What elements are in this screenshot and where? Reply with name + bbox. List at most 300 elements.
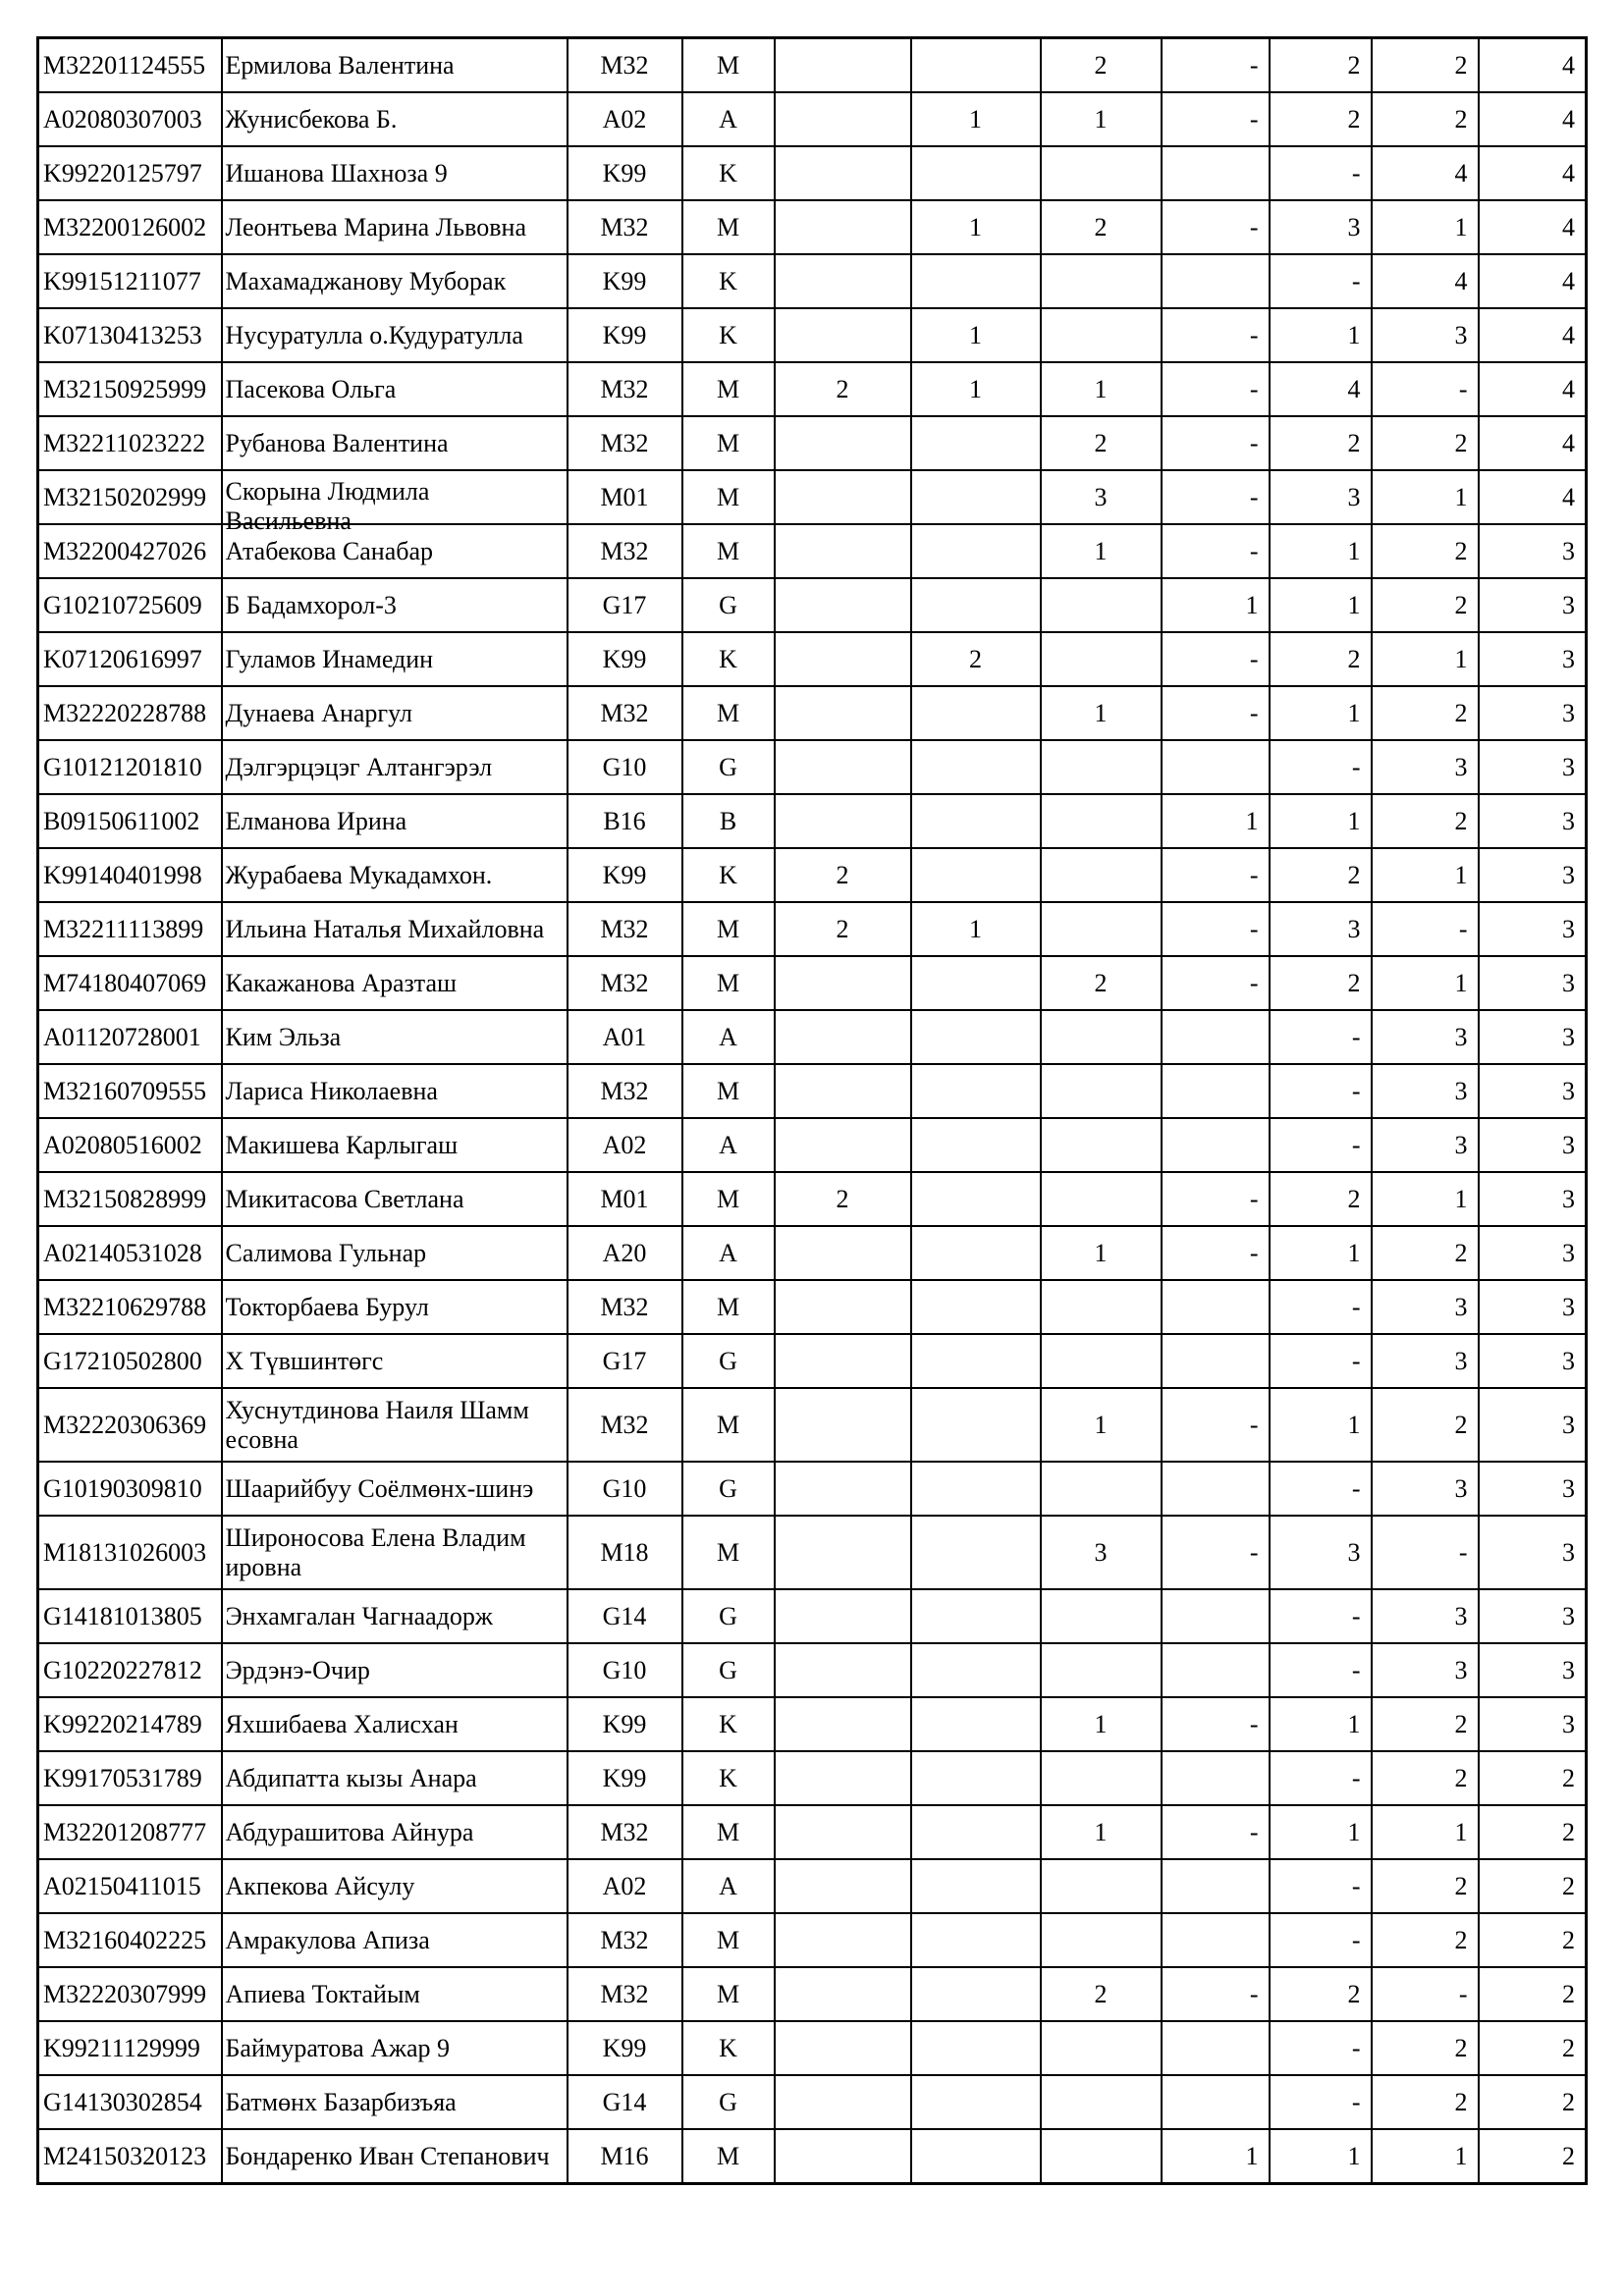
table-row: [38, 362, 1587, 416]
score-col-6-cell: 2: [1372, 794, 1479, 848]
score-col-6-cell: 1: [1372, 956, 1479, 1010]
score-col-3-cell: [1041, 632, 1162, 686]
participant-name-text: Токторбаева Бурул: [225, 1292, 429, 1321]
participant-name-text: Салимова Гульнар: [225, 1238, 427, 1267]
total-score-cell: 3: [1479, 1280, 1587, 1334]
participant-code-cell: K99140401998: [38, 848, 222, 902]
score-col-4-cell: -: [1162, 1967, 1270, 2021]
participant-name-text: Дунаева Анаргул: [225, 698, 412, 727]
score-col-3-cell: 1: [1041, 1226, 1162, 1280]
score-col-2-cell: [911, 578, 1041, 632]
total-score-cell: 3: [1479, 1118, 1587, 1172]
participant-name-cell: [222, 254, 568, 308]
participant-name-text: Макишева Карлыгаш: [225, 1130, 459, 1159]
participant-name-text: Апиева Токтайым: [225, 1979, 420, 2008]
score-col-1-cell: [775, 1913, 911, 1967]
participant-name-cell: [222, 1805, 568, 1859]
table-row: [38, 1172, 1587, 1226]
group-letter-cell: K: [682, 848, 775, 902]
score-col-6-cell: 2: [1372, 1697, 1479, 1751]
score-col-3-cell: [1041, 578, 1162, 632]
group-letter-cell: A: [682, 1118, 775, 1172]
score-col-4-cell: -: [1162, 686, 1270, 740]
score-col-3-cell: [1041, 254, 1162, 308]
score-col-4-cell: [1162, 1589, 1270, 1643]
score-col-4-cell: [1162, 1462, 1270, 1516]
group-code-cell: G14: [568, 2075, 682, 2129]
group-letter-cell: M: [682, 1516, 775, 1589]
score-col-5-cell: -: [1270, 254, 1372, 308]
score-col-4-cell: -: [1162, 1172, 1270, 1226]
group-code-cell: M32: [568, 686, 682, 740]
group-code-cell: M32: [568, 1388, 682, 1462]
group-code-cell: K99: [568, 2021, 682, 2075]
score-col-3-cell: [1041, 1751, 1162, 1805]
participant-code-cell: M32200427026: [38, 524, 222, 578]
table-row: [38, 1913, 1587, 1967]
score-col-3-cell: 1: [1041, 686, 1162, 740]
participant-code-cell: M32201208777: [38, 1805, 222, 1859]
score-col-2-cell: 1: [911, 362, 1041, 416]
score-col-1-cell: [775, 200, 911, 254]
score-col-2-cell: [911, 254, 1041, 308]
score-col-1-cell: [775, 38, 911, 93]
score-col-6-cell: 4: [1372, 146, 1479, 200]
participant-code-cell: G17210502800: [38, 1334, 222, 1388]
score-col-4-cell: [1162, 1751, 1270, 1805]
table-row: [38, 1805, 1587, 1859]
total-score-cell: 4: [1479, 308, 1587, 362]
group-code-cell: M16: [568, 2129, 682, 2184]
table-row: [38, 1589, 1587, 1643]
group-letter-cell: M: [682, 1064, 775, 1118]
score-col-5-cell: 1: [1270, 1805, 1372, 1859]
score-col-6-cell: 2: [1372, 1859, 1479, 1913]
score-col-5-cell: 2: [1270, 1172, 1372, 1226]
score-col-5-cell: 1: [1270, 1226, 1372, 1280]
score-col-1-cell: [775, 956, 911, 1010]
score-col-2-cell: [911, 1010, 1041, 1064]
score-col-4-cell: [1162, 2075, 1270, 2129]
table-row: [38, 1462, 1587, 1516]
table-row: [38, 1697, 1587, 1751]
participant-name-text: Скорына Людмила Васильевна: [225, 476, 430, 535]
participant-code-cell: M32150202999: [38, 470, 222, 524]
table-row: [38, 1859, 1587, 1913]
results-table: [36, 36, 1588, 2185]
score-col-5-cell: 2: [1270, 1967, 1372, 2021]
group-letter-cell: K: [682, 632, 775, 686]
group-letter-cell: K: [682, 1751, 775, 1805]
group-code-cell: K99: [568, 848, 682, 902]
score-col-5-cell: -: [1270, 2021, 1372, 2075]
group-code-cell: A01: [568, 1010, 682, 1064]
group-letter-cell: M: [682, 686, 775, 740]
participant-name-cell: [222, 1280, 568, 1334]
score-col-3-cell: 2: [1041, 200, 1162, 254]
participant-name-text: Микитасова Светлана: [225, 1184, 464, 1213]
group-letter-cell: G: [682, 2075, 775, 2129]
score-col-2-cell: [911, 1805, 1041, 1859]
score-col-5-cell: 2: [1270, 848, 1372, 902]
score-col-5-cell: 3: [1270, 902, 1372, 956]
score-col-6-cell: 1: [1372, 200, 1479, 254]
score-col-3-cell: [1041, 1462, 1162, 1516]
score-col-2-cell: [911, 1643, 1041, 1697]
score-col-1-cell: [775, 1589, 911, 1643]
participant-name-cell: [222, 1697, 568, 1751]
participant-name-text: Рубанова Валентина: [225, 428, 449, 457]
table-row: [38, 1643, 1587, 1697]
participant-name-cell: [222, 1334, 568, 1388]
participant-name-cell: [222, 1388, 568, 1462]
participant-name-text: Ким Эльза: [225, 1022, 342, 1051]
participant-code-cell: A02080516002: [38, 1118, 222, 1172]
score-col-2-cell: 1: [911, 902, 1041, 956]
score-col-4-cell: [1162, 740, 1270, 794]
score-col-1-cell: 2: [775, 848, 911, 902]
score-col-4-cell: [1162, 1643, 1270, 1697]
score-col-2-cell: [911, 1516, 1041, 1589]
participant-code-cell: K99220125797: [38, 146, 222, 200]
total-score-cell: 2: [1479, 1751, 1587, 1805]
group-code-cell: M32: [568, 1064, 682, 1118]
participant-name-cell: [222, 92, 568, 146]
group-code-cell: M32: [568, 956, 682, 1010]
group-code-cell: K99: [568, 146, 682, 200]
group-letter-cell: M: [682, 956, 775, 1010]
total-score-cell: 4: [1479, 470, 1587, 524]
participant-code-cell: A01120728001: [38, 1010, 222, 1064]
score-col-5-cell: -: [1270, 1589, 1372, 1643]
group-code-cell: A02: [568, 92, 682, 146]
score-col-2-cell: [911, 416, 1041, 470]
table-row: [38, 1226, 1587, 1280]
score-col-1-cell: [775, 1280, 911, 1334]
score-col-5-cell: -: [1270, 1462, 1372, 1516]
score-col-5-cell: 1: [1270, 308, 1372, 362]
group-code-cell: M01: [568, 470, 682, 524]
score-col-4-cell: [1162, 146, 1270, 200]
participant-code-cell: A02080307003: [38, 92, 222, 146]
score-col-1-cell: [775, 1118, 911, 1172]
score-col-3-cell: 1: [1041, 524, 1162, 578]
total-score-cell: 3: [1479, 848, 1587, 902]
score-col-3-cell: 2: [1041, 956, 1162, 1010]
score-col-5-cell: 1: [1270, 524, 1372, 578]
participant-code-cell: M32211113899: [38, 902, 222, 956]
table-row: [38, 308, 1587, 362]
score-col-4-cell: 1: [1162, 2129, 1270, 2184]
score-col-4-cell: -: [1162, 1805, 1270, 1859]
score-col-2-cell: [911, 956, 1041, 1010]
participant-name-cell: [222, 1913, 568, 1967]
group-letter-cell: M: [682, 470, 775, 524]
score-col-5-cell: -: [1270, 1280, 1372, 1334]
participant-code-cell: M32211023222: [38, 416, 222, 470]
group-code-cell: K99: [568, 1751, 682, 1805]
score-col-2-cell: [911, 2129, 1041, 2184]
score-col-1-cell: [775, 2129, 911, 2184]
group-letter-cell: A: [682, 1859, 775, 1913]
participant-name-text: Махамаджанову Муборак: [225, 266, 507, 295]
table-row: [38, 1516, 1587, 1589]
group-code-cell: M32: [568, 416, 682, 470]
participant-code-cell: G10121201810: [38, 740, 222, 794]
score-col-1-cell: [775, 416, 911, 470]
score-col-3-cell: [1041, 308, 1162, 362]
score-col-4-cell: [1162, 1334, 1270, 1388]
table-row: [38, 848, 1587, 902]
score-col-5-cell: -: [1270, 1859, 1372, 1913]
score-col-2-cell: [911, 524, 1041, 578]
score-col-4-cell: [1162, 254, 1270, 308]
participant-code-cell: B09150611002: [38, 794, 222, 848]
group-code-cell: G14: [568, 1589, 682, 1643]
score-col-3-cell: 2: [1041, 1967, 1162, 2021]
participant-code-cell: M32210629788: [38, 1280, 222, 1334]
results-table-body: [38, 38, 1587, 2184]
group-code-cell: M32: [568, 200, 682, 254]
score-col-1-cell: [775, 1859, 911, 1913]
total-score-cell: 3: [1479, 1172, 1587, 1226]
score-col-3-cell: [1041, 1643, 1162, 1697]
score-col-5-cell: -: [1270, 1010, 1372, 1064]
score-col-6-cell: -: [1372, 1516, 1479, 1589]
group-code-cell: K99: [568, 308, 682, 362]
participant-name-cell: [222, 416, 568, 470]
score-col-4-cell: [1162, 1859, 1270, 1913]
score-col-1-cell: [775, 1388, 911, 1462]
participant-code-cell: K99220214789: [38, 1697, 222, 1751]
participant-code-cell: M32220307999: [38, 1967, 222, 2021]
score-col-6-cell: 2: [1372, 1226, 1479, 1280]
group-letter-cell: K: [682, 308, 775, 362]
group-letter-cell: M: [682, 1280, 775, 1334]
participant-code-cell: A02140531028: [38, 1226, 222, 1280]
table-row: [38, 740, 1587, 794]
score-col-5-cell: 3: [1270, 470, 1372, 524]
total-score-cell: 3: [1479, 524, 1587, 578]
participant-name-cell: [222, 1064, 568, 1118]
score-col-1-cell: [775, 794, 911, 848]
participant-code-cell: M32160402225: [38, 1913, 222, 1967]
score-col-1-cell: [775, 254, 911, 308]
score-col-2-cell: [911, 1913, 1041, 1967]
group-code-cell: M32: [568, 1280, 682, 1334]
score-col-3-cell: [1041, 1589, 1162, 1643]
score-col-3-cell: 1: [1041, 92, 1162, 146]
score-col-3-cell: [1041, 740, 1162, 794]
participant-name-text: Ишанова Шахноза 9: [225, 158, 448, 187]
participant-name-cell: [222, 848, 568, 902]
total-score-cell: 4: [1479, 92, 1587, 146]
group-letter-cell: G: [682, 1589, 775, 1643]
participant-code-cell: M32220228788: [38, 686, 222, 740]
score-col-3-cell: [1041, 2075, 1162, 2129]
score-col-4-cell: [1162, 1280, 1270, 1334]
score-col-4-cell: [1162, 1118, 1270, 1172]
participant-code-cell: K07120616997: [38, 632, 222, 686]
table-row: [38, 1118, 1587, 1172]
score-col-1-cell: [775, 1064, 911, 1118]
score-col-6-cell: 2: [1372, 1388, 1479, 1462]
group-letter-cell: M: [682, 1967, 775, 2021]
group-code-cell: M18: [568, 1516, 682, 1589]
score-col-2-cell: [911, 2021, 1041, 2075]
participant-code-cell: A02150411015: [38, 1859, 222, 1913]
score-col-3-cell: 1: [1041, 1388, 1162, 1462]
group-letter-cell: M: [682, 362, 775, 416]
score-col-6-cell: 2: [1372, 416, 1479, 470]
participant-code-cell: M32150925999: [38, 362, 222, 416]
score-col-6-cell: 1: [1372, 848, 1479, 902]
participant-name-text: Бондаренко Иван Степанович: [225, 2141, 550, 2170]
score-col-3-cell: [1041, 2129, 1162, 2184]
total-score-cell: 4: [1479, 254, 1587, 308]
score-col-1-cell: 2: [775, 902, 911, 956]
score-col-3-cell: 3: [1041, 1516, 1162, 1589]
participant-code-cell: G10210725609: [38, 578, 222, 632]
participant-name-cell: [222, 1859, 568, 1913]
score-col-4-cell: -: [1162, 848, 1270, 902]
score-col-4-cell: -: [1162, 902, 1270, 956]
participant-name-cell: [222, 1010, 568, 1064]
participant-name-cell: [222, 1462, 568, 1516]
table-row: [38, 2129, 1587, 2184]
participant-name-cell: [222, 1118, 568, 1172]
table-row: [38, 38, 1587, 93]
participant-code-cell: M32160709555: [38, 1064, 222, 1118]
participant-name-text: Б Бадамхорол-3: [225, 590, 397, 619]
table-row: [38, 686, 1587, 740]
group-letter-cell: G: [682, 1643, 775, 1697]
score-col-4-cell: 1: [1162, 794, 1270, 848]
score-col-5-cell: -: [1270, 740, 1372, 794]
table-row: [38, 2075, 1587, 2129]
score-col-2-cell: [911, 686, 1041, 740]
score-col-5-cell: -: [1270, 1064, 1372, 1118]
score-col-4-cell: -: [1162, 362, 1270, 416]
score-col-3-cell: [1041, 1064, 1162, 1118]
group-letter-cell: K: [682, 1697, 775, 1751]
score-col-2-cell: [911, 1462, 1041, 1516]
score-col-2-cell: [911, 848, 1041, 902]
group-letter-cell: G: [682, 1334, 775, 1388]
table-row: [38, 1064, 1587, 1118]
participant-name-text: Хуснутдинова Наиля Шамм есовна: [225, 1395, 529, 1454]
score-col-6-cell: 3: [1372, 1462, 1479, 1516]
table-row: [38, 92, 1587, 146]
score-col-2-cell: [911, 1118, 1041, 1172]
table-row: [38, 902, 1587, 956]
score-col-2-cell: [911, 1751, 1041, 1805]
group-code-cell: M32: [568, 1805, 682, 1859]
score-col-6-cell: 1: [1372, 470, 1479, 524]
total-score-cell: 3: [1479, 902, 1587, 956]
group-letter-cell: G: [682, 578, 775, 632]
score-col-1-cell: [775, 1010, 911, 1064]
group-code-cell: G17: [568, 578, 682, 632]
group-letter-cell: M: [682, 1913, 775, 1967]
participant-name-text: Абдурашитова Айнура: [225, 1817, 474, 1846]
score-col-3-cell: [1041, 1172, 1162, 1226]
participant-name-text: Акпекова Айсулу: [225, 1871, 415, 1900]
score-col-5-cell: -: [1270, 146, 1372, 200]
score-col-6-cell: 1: [1372, 1172, 1479, 1226]
score-col-6-cell: 3: [1372, 1010, 1479, 1064]
participant-name-cell: [222, 794, 568, 848]
group-code-cell: K99: [568, 632, 682, 686]
score-col-3-cell: [1041, 2021, 1162, 2075]
score-col-3-cell: [1041, 1913, 1162, 1967]
group-letter-cell: A: [682, 92, 775, 146]
total-score-cell: 3: [1479, 1589, 1587, 1643]
score-col-6-cell: 2: [1372, 1913, 1479, 1967]
participant-name-cell: [222, 578, 568, 632]
score-col-3-cell: [1041, 1280, 1162, 1334]
table-row: [38, 200, 1587, 254]
score-col-6-cell: 2: [1372, 524, 1479, 578]
table-row: [38, 578, 1587, 632]
participant-name-cell: [222, 200, 568, 254]
participant-name-cell: [222, 1751, 568, 1805]
score-col-1-cell: [775, 1462, 911, 1516]
total-score-cell: 3: [1479, 1516, 1587, 1589]
participant-code-cell: M18131026003: [38, 1516, 222, 1589]
participant-name-text: Атабекова Санабар: [225, 536, 434, 565]
participant-name-text: Елманова Ирина: [225, 806, 407, 835]
score-col-1-cell: 2: [775, 1172, 911, 1226]
score-col-4-cell: -: [1162, 308, 1270, 362]
participant-name-cell: [222, 1967, 568, 2021]
participant-name-text: Леонтьева Марина Львовна: [225, 212, 526, 241]
group-code-cell: G10: [568, 1643, 682, 1697]
score-col-6-cell: 4: [1372, 254, 1479, 308]
score-col-6-cell: 1: [1372, 1805, 1479, 1859]
table-row: [38, 632, 1587, 686]
group-letter-cell: G: [682, 740, 775, 794]
score-col-6-cell: 3: [1372, 1118, 1479, 1172]
score-col-2-cell: [911, 38, 1041, 93]
score-col-1-cell: [775, 1967, 911, 2021]
total-score-cell: 3: [1479, 632, 1587, 686]
total-score-cell: 4: [1479, 416, 1587, 470]
total-score-cell: 4: [1479, 146, 1587, 200]
score-col-5-cell: -: [1270, 1643, 1372, 1697]
participant-name-cell: [222, 740, 568, 794]
table-row: [38, 254, 1587, 308]
table-row: [38, 2021, 1587, 2075]
score-col-6-cell: -: [1372, 362, 1479, 416]
score-col-5-cell: 2: [1270, 956, 1372, 1010]
participant-code-cell: M32200126002: [38, 200, 222, 254]
score-col-4-cell: -: [1162, 1516, 1270, 1589]
total-score-cell: 4: [1479, 362, 1587, 416]
participant-name-text: Нусуратулла о.Кудуратулла: [225, 320, 523, 349]
participant-name-text: Пасекова Ольга: [225, 374, 397, 403]
score-col-6-cell: 3: [1372, 1064, 1479, 1118]
group-code-cell: M32: [568, 1967, 682, 2021]
table-row: [38, 1967, 1587, 2021]
participant-code-cell: K99170531789: [38, 1751, 222, 1805]
table-row: [38, 470, 1587, 524]
participant-name-cell: [222, 362, 568, 416]
group-code-cell: G10: [568, 1462, 682, 1516]
participant-name-text: Эрдэнэ-Очир: [225, 1655, 370, 1684]
group-letter-cell: M: [682, 416, 775, 470]
participant-code-cell: M32220306369: [38, 1388, 222, 1462]
